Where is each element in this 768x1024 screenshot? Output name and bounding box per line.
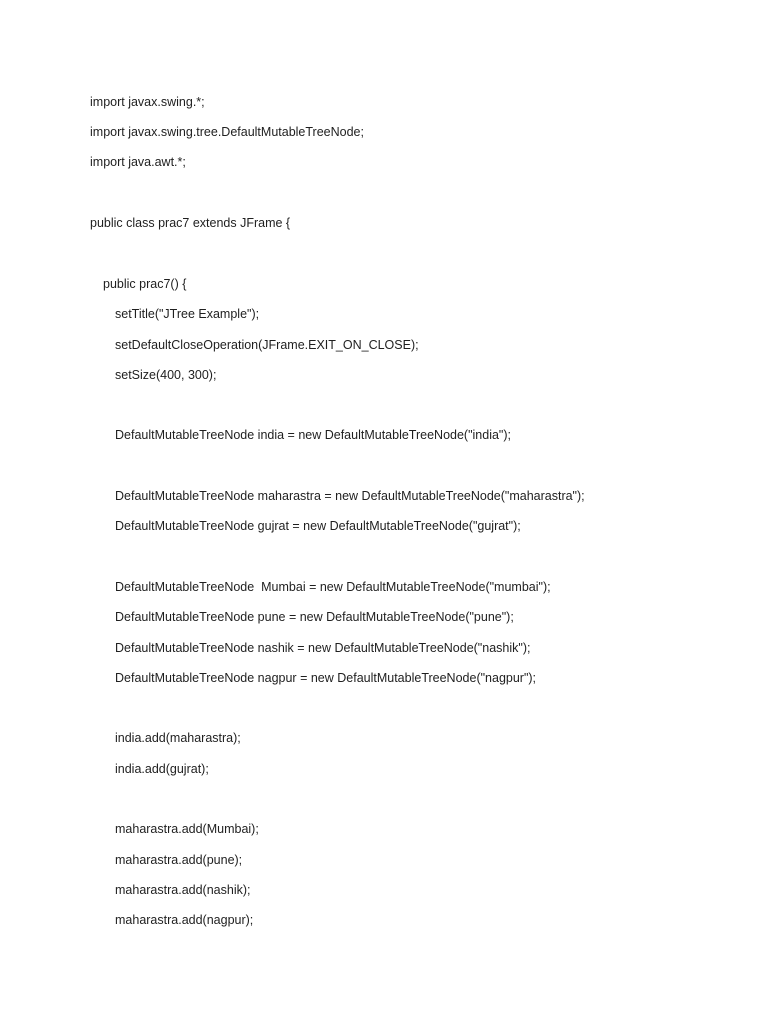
code-line-node-india: DefaultMutableTreeNode india = new DefaultMutableTreeNode("india"); — [115, 428, 512, 442]
code-line-class-declaration: public class prac7 extends JFrame { — [90, 216, 291, 230]
code-line-add-mumbai: maharastra.add(Mumbai); — [115, 822, 259, 836]
code-line-node-nashik: DefaultMutableTreeNode nashik = new DefaultMutableTreeNode("nashik"); — [115, 641, 531, 655]
code-line-node-gujrat: DefaultMutableTreeNode gujrat = new DefaultMutableTreeNode("gujrat"); — [115, 519, 521, 533]
code-line-node-maharastra: DefaultMutableTreeNode maharastra = new DefaultMutableTreeNode("maharastra"); — [115, 489, 585, 503]
code-line-node-mumbai: DefaultMutableTreeNode Mumbai = new DefaultMutableTreeNode("mumbai"); — [115, 580, 551, 594]
code-line-import-swing: import javax.swing.*; — [90, 95, 205, 109]
code-line-set-close-operation: setDefaultCloseOperation(JFrame.EXIT_ON_CLOSE); — [115, 338, 419, 352]
code-line-node-nagpur: DefaultMutableTreeNode nagpur = new DefaultMutableTreeNode("nagpur"); — [115, 671, 537, 685]
code-line-import-awt: import java.awt.*; — [90, 155, 186, 169]
code-line-constructor: public prac7() { — [103, 277, 187, 291]
code-line-add-nashik: maharastra.add(nashik); — [115, 883, 251, 897]
code-line-add-nagpur: maharastra.add(nagpur); — [115, 913, 254, 927]
code-line-add-pune: maharastra.add(pune); — [115, 853, 243, 867]
code-line-india-add-maharastra: india.add(maharastra); — [115, 731, 241, 745]
code-line-node-pune: DefaultMutableTreeNode pune = new DefaultMutableTreeNode("pune"); — [115, 610, 514, 624]
code-line-india-add-gujrat: india.add(gujrat); — [115, 762, 209, 776]
code-line-set-title: setTitle("JTree Example"); — [115, 307, 260, 321]
code-line-import-tree: import javax.swing.tree.DefaultMutableTreeNode; — [90, 125, 364, 139]
code-line-set-size: setSize(400, 300); — [115, 368, 217, 382]
